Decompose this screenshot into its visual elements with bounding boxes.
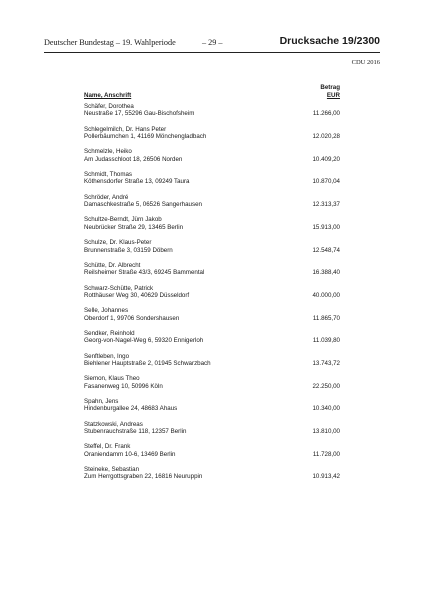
amount-header-unit: EUR <box>326 91 340 99</box>
donation-amount: 12.313,37 <box>312 201 340 209</box>
donor-name: Steineke, Sebastian <box>84 466 140 473</box>
amount-header-label: Betrag <box>320 84 340 91</box>
page-header <box>44 35 380 53</box>
donor-entry <box>84 398 340 421</box>
donor-name: Senftleben, Ingo <box>84 352 130 360</box>
donor-entry <box>84 262 340 285</box>
donation-amount: 12.020,28 <box>312 133 340 141</box>
donation-amount: 11.728,00 <box>312 450 340 458</box>
donor-address: Neubrücker Straße 29, 13465 Berlin <box>84 223 184 231</box>
donation-amount: 10.340,00 <box>312 405 340 413</box>
donor-entry <box>84 421 340 444</box>
donor-entry <box>84 148 340 171</box>
page-number: – 29 – <box>202 38 223 47</box>
donor-entry <box>84 285 340 308</box>
donor-address: Rotthäuser Weg 30, 40629 Düsseldorf <box>84 291 190 299</box>
donor-entry <box>84 353 340 376</box>
donor-entry <box>84 216 340 239</box>
donor-name: Schultze-Berndt, Jürn Jakob <box>84 216 162 224</box>
donor-name: Schmidt, Thomas <box>84 171 133 179</box>
donor-address: Zum Herrgottsgraben 22, 16816 Neuruppin <box>84 473 203 481</box>
donation-amount: 22.250,00 <box>312 382 340 390</box>
donor-entry <box>84 330 340 353</box>
donation-amount: 16.388,40 <box>312 269 340 277</box>
donor-name: Schlegelmilch, Dr. Hans Peter <box>84 125 167 133</box>
donor-entry <box>84 103 340 126</box>
donor-address: Stubenrauchstraße 118, 12357 Berlin <box>84 428 187 436</box>
donor-name: Schröder, André <box>84 193 129 201</box>
donation-amount: 13.743,72 <box>312 359 340 367</box>
donor-entry <box>84 443 340 466</box>
donor-entry <box>84 239 340 262</box>
donor-address: Georg-von-Nagel-Weg 6, 59320 Ennigerloh <box>84 337 204 345</box>
donor-name: Sendker, Reinhold <box>84 329 135 337</box>
donation-amount: 11.039,80 <box>312 337 340 345</box>
donation-amount: 13.810,00 <box>312 428 340 436</box>
donor-name: Statzkowski, Andreas <box>84 420 143 428</box>
donation-amount: 10.409,20 <box>312 155 340 163</box>
donor-name: Selle, Johannes <box>84 307 129 315</box>
parliament-period: Deutscher Bundestag – 19. Wahlperiode <box>44 38 176 47</box>
donation-amount: 11.266,00 <box>312 110 340 118</box>
donor-name: Schäfer, Dorothea <box>84 103 134 110</box>
donor-address: Pollerbäumchen 1, 41169 Mönchengladbach <box>84 133 207 141</box>
donor-address: Neustraße 17, 55296 Gau-Bischofsheim <box>84 110 195 118</box>
donor-address: Brunnenstraße 3, 03159 Döbern <box>84 246 173 254</box>
donor-address: Fasanenweg 10, 50996 Köln <box>84 382 163 390</box>
donor-entry <box>84 307 340 330</box>
amount-column-header <box>300 84 340 99</box>
donor-entry <box>84 171 340 194</box>
donor-address: Oraniendamm 10-6, 13469 Berlin <box>84 450 176 458</box>
donor-name: Schmelzle, Heiko <box>84 148 132 156</box>
donor-name: Schwarz-Schütte, Patrick <box>84 284 154 292</box>
donor-name: Schütte, Dr. Albrecht <box>84 261 141 269</box>
donor-name: Spahn, Jens <box>84 397 119 405</box>
donor-name: Schulze, Dr. Klaus-Peter <box>84 239 152 247</box>
donor-address: Oberdorf 1, 99706 Sondershausen <box>84 314 180 322</box>
donor-entry <box>84 466 340 489</box>
donation-amount: 11.865,70 <box>312 314 340 322</box>
donor-name: Siemon, Klaus Theo <box>84 375 140 383</box>
donation-amount: 15.913,00 <box>312 223 340 231</box>
donor-name: Steffel, Dr. Frank <box>84 443 131 451</box>
donor-address: Reilsheimer Straße 43/3, 69245 Bammental <box>84 269 205 277</box>
party-year-label: CDU 2016 <box>351 59 380 66</box>
donation-amount: 40.000,00 <box>312 291 340 299</box>
donation-amount: 10.913,42 <box>312 473 340 481</box>
donor-address: Köthensdorfer Straße 13, 09249 Taura <box>84 178 190 186</box>
donation-amount: 10.870,04 <box>312 178 340 186</box>
donor-entry <box>84 126 340 149</box>
donor-address: Am Judasschloot 18, 26506 Norden <box>84 155 183 163</box>
donation-amount: 12.548,74 <box>312 246 340 254</box>
name-column-header: Name, Anschrift <box>84 92 132 99</box>
donor-entry <box>84 375 340 398</box>
donor-address: Biehlener Hauptstraße 2, 01945 Schwarzbach <box>84 359 211 367</box>
donor-address: Damaschkestraße 5, 06526 Sangerhausen <box>84 201 202 209</box>
donor-address: Hindenburgallee 24, 48683 Ahaus <box>84 405 178 413</box>
donor-list <box>84 103 340 489</box>
document-reference: Drucksache 19/2300 <box>279 35 380 47</box>
donor-entry <box>84 194 340 217</box>
